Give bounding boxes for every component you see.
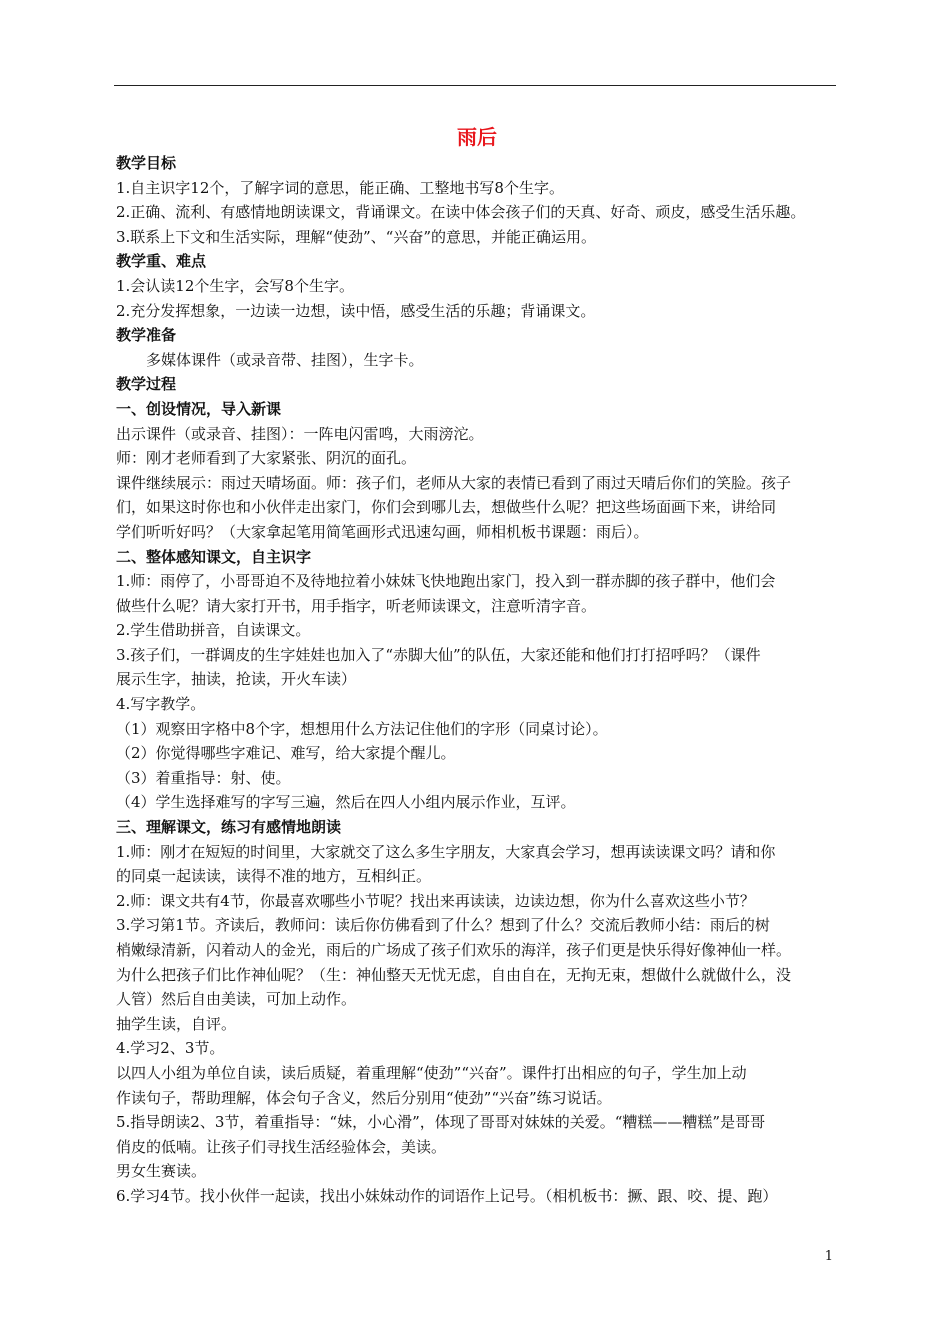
section-heading: 教学过程 <box>116 375 177 394</box>
text-line: 以四人小组为单位自读，读后质疑，着重理解“使劲”“兴奋”。课件打出相应的句子，学生加上动 <box>116 1063 747 1082</box>
section-heading: 教学准备 <box>116 326 177 345</box>
page-number: 1 <box>824 1249 833 1264</box>
text-line: （3）着重指导：射、使。 <box>116 768 291 787</box>
text-line: 1.会认读12个生字，会写8个生字。 <box>116 276 354 295</box>
text-line: 6.学习4节。找小伙伴一起读，找出小妹妹动作的词语作上记号。（相机板书：撅、跟、咬、提、跑） <box>116 1186 778 1205</box>
text-line: 们，如果这时你也和小伙伴走出家门，你们会到哪儿去，想做些什么呢？把这些场面画下来，讲给同 <box>116 498 777 517</box>
text-line: 3.联系上下文和生活实际，理解“使劲”、“兴奋”的意思，并能正确运用。 <box>116 227 596 246</box>
section-heading: 教学重、难点 <box>116 252 207 271</box>
text-line: 俏皮的低喃。让孩子们寻找生活经验体会，美读。 <box>116 1137 447 1156</box>
text-line: 2.充分发挥想象，一边读一边想，读中悟，感受生活的乐趣；背诵课文。 <box>116 301 596 320</box>
text-line: 为什么把孩子们比作神仙呢？（生：神仙整天无忧无虑，自由自在，无拘无束，想做什么就做什么，没 <box>116 965 792 984</box>
document-body <box>116 124 838 1209</box>
text-line: 展示生字，抽读，抢读，开火车读） <box>116 670 357 689</box>
text-line: （4）学生选择难写的字写三遍，然后在四人小组内展示作业，互评。 <box>116 793 576 812</box>
text-line: 课件继续展示：雨过天晴场面。师：孩子们，老师从大家的表情已看到了雨过天晴后你们的笑脸。孩子 <box>116 473 792 492</box>
text-line: 2.正确、流利、有感情地朗读课文，背诵课文。在读中体会孩子们的天真、好奇、顽皮，感受生活乐趣。 <box>116 203 806 222</box>
text-line: 4.写字教学。 <box>116 695 206 714</box>
text-line: 4.学习2、3节。 <box>116 1039 225 1058</box>
text-line: 梢嫩绿清新，闪着动人的金光，雨后的广场成了孩子们欢乐的海洋，孩子们更是快乐得好像神仙一样。 <box>116 941 792 959</box>
header-rule <box>114 85 836 86</box>
text-line: 做些什么呢？请大家打开书，用手指字，听老师读课文，注意听清字音。 <box>116 596 597 615</box>
section-heading: 教学目标 <box>116 154 177 172</box>
text-line: 1.师：雨停了，小哥哥迫不及待地拉着小妹妹飞快地跑出家门，投入到一群赤脚的孩子群中，他们会 <box>116 572 776 591</box>
text-line: 作读句子，帮助理解，体会句子含义，然后分别用“使劲”“兴奋”练习说话。 <box>116 1088 612 1107</box>
text-line: 师：刚才老师看到了大家紧张、阴沉的面孔。 <box>116 449 417 468</box>
section-heading: 三、理解课文，练习有感情地朗读 <box>116 818 342 837</box>
text-line: 2.学生借助拼音，自读课文。 <box>116 621 311 640</box>
section-heading: 一、创设情况，导入新课 <box>116 399 282 418</box>
text-line: 人管）然后自由美读，可加上动作。 <box>116 990 357 1009</box>
text-line: 2.师：课文共有4节，你最喜欢哪些小节呢？找出来再读读，边读边想，你为什么喜欢这些小节？ <box>116 891 755 910</box>
text-line: 的同桌一起读读，读得不准的地方，互相纠正。 <box>116 867 432 886</box>
text-line: 出示课件（或录音、挂图）：一阵电闪雷鸣，大雨滂沱。 <box>116 424 484 443</box>
text-line: 5.指导朗读2、3节，着重指导：“妹，小心滑”，体现了哥哥对妹妹的关爱。“糟糕——糟糕”是哥哥 <box>116 1113 766 1132</box>
section-heading: 二、整体感知课文，自主识字 <box>116 547 312 566</box>
text-line: 3.学习第1节。齐读后，教师问：读后你仿佛看到了什么？想到了什么？交流后教师小结：雨后的树 <box>116 916 770 935</box>
text-line: 1.师：刚才在短短的时间里，大家就交了这么多生字朋友，大家真会学习，想再读读课文吗？请和你 <box>116 842 776 861</box>
text-line: （1）观察田字格中8个字，想想用什么方法记住他们的字形（同桌讨论）。 <box>116 719 608 738</box>
text-line: 3.孩子们，一群调皮的生字娃娃也加入了“赤脚大仙”的队伍，大家还能和他们打打招呼吗？（课件 <box>116 645 761 664</box>
text-line: 1.自主识字12个，了解字词的意思，能正确、工整地书写8个生字。 <box>116 178 564 197</box>
document-lines <box>116 151 838 1209</box>
text-line: 多媒体课件（或录音带、挂图），生字卡。 <box>146 350 424 369</box>
document-title: 雨后 <box>457 125 497 149</box>
text-line: 抽学生读，自评。 <box>116 1014 237 1033</box>
text-line: 学们听听好吗？（大家拿起笔用简笔画形式迅速勾画，师相机板书课题：雨后）。 <box>116 522 649 541</box>
text-line: （2）你觉得哪些字难记、难写，给大家提个醒儿。 <box>116 744 456 763</box>
text-line: 男女生赛读。 <box>116 1162 207 1181</box>
